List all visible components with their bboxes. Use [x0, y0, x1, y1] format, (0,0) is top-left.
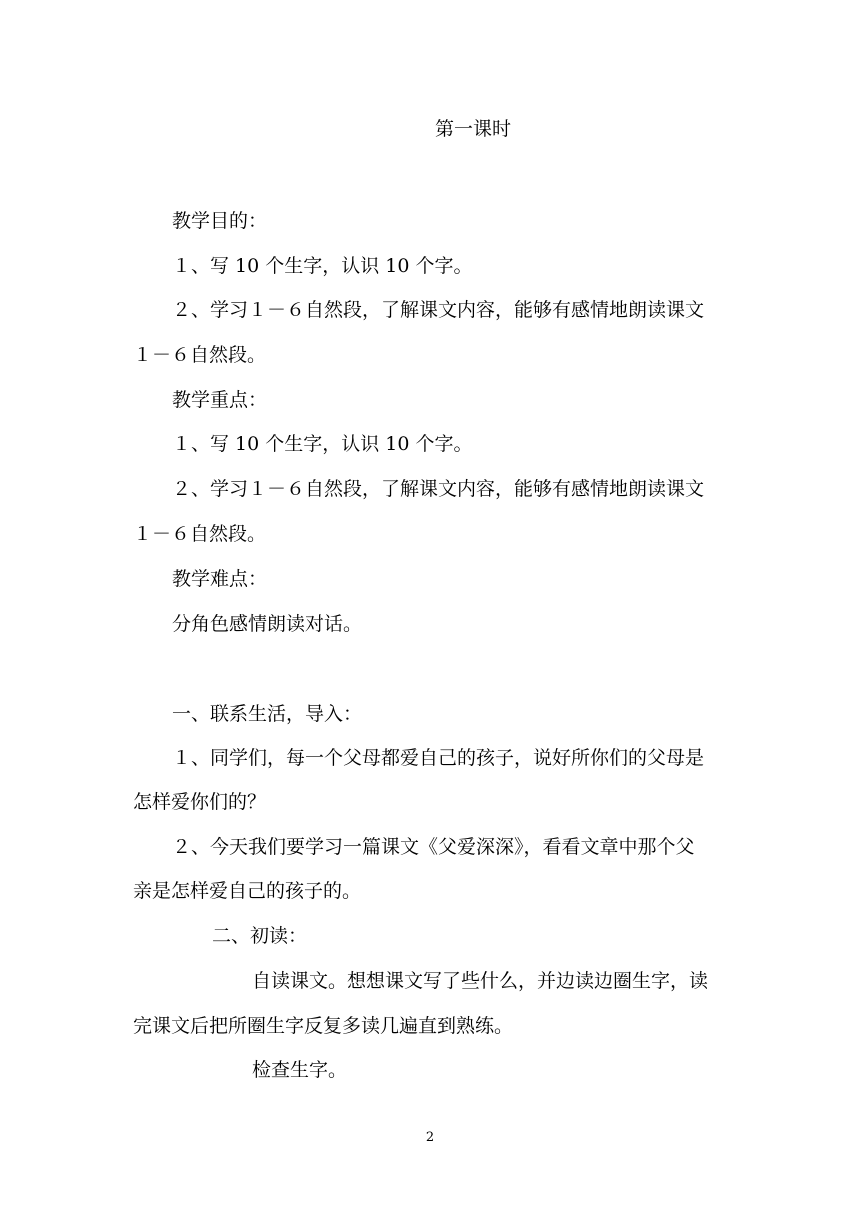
paragraph-line: ２、学习１－６自然段，了解课文内容，能够有感情地朗读课文 — [172, 478, 705, 500]
paragraph-line: ２、学习１－６自然段，了解课文内容，能够有感情地朗读课文 — [172, 299, 705, 321]
paragraph-line: １－６自然段。 — [133, 523, 267, 545]
paragraph-line: ２、今天我们要学习一篇课文《父爱深深》，看看文章中那个父 — [172, 836, 695, 858]
page-number: 2 — [425, 1130, 435, 1145]
page-title: 第一课时 — [434, 118, 511, 140]
paragraph-line: 自读课文。想想课文写了些什么，并边读边圈生字，读 — [252, 970, 709, 992]
paragraph-line: １－６自然段。 — [133, 344, 267, 366]
paragraph-line: 亲是怎样爱自己的孩子的。 — [133, 880, 362, 902]
section-heading-first-reading: 二、初读： — [212, 925, 308, 947]
section-heading-objectives: 教学目的： — [172, 210, 268, 232]
paragraph-line: 怎样爱你们的？ — [133, 791, 267, 813]
section-heading-key-points: 教学重点： — [172, 389, 268, 411]
paragraph-line: 分角色感情朗读对话。 — [172, 613, 363, 635]
paragraph-line: １、写 10 个生字，认识 10 个字。 — [172, 255, 473, 277]
paragraph-line: 检查生字。 — [252, 1059, 348, 1081]
paragraph-line: １、同学们，每一个父母都爱自己的孩子，说好所你们的父母是 — [172, 747, 705, 769]
section-heading-introduction: 一、联系生活，导入： — [172, 703, 363, 725]
section-heading-difficulties: 教学难点： — [172, 568, 268, 590]
paragraph-line: １、写 10 个生字，认识 10 个字。 — [172, 433, 473, 455]
paragraph-line: 完课文后把所圈生字反复多读几遍直到熟练。 — [133, 1015, 514, 1037]
